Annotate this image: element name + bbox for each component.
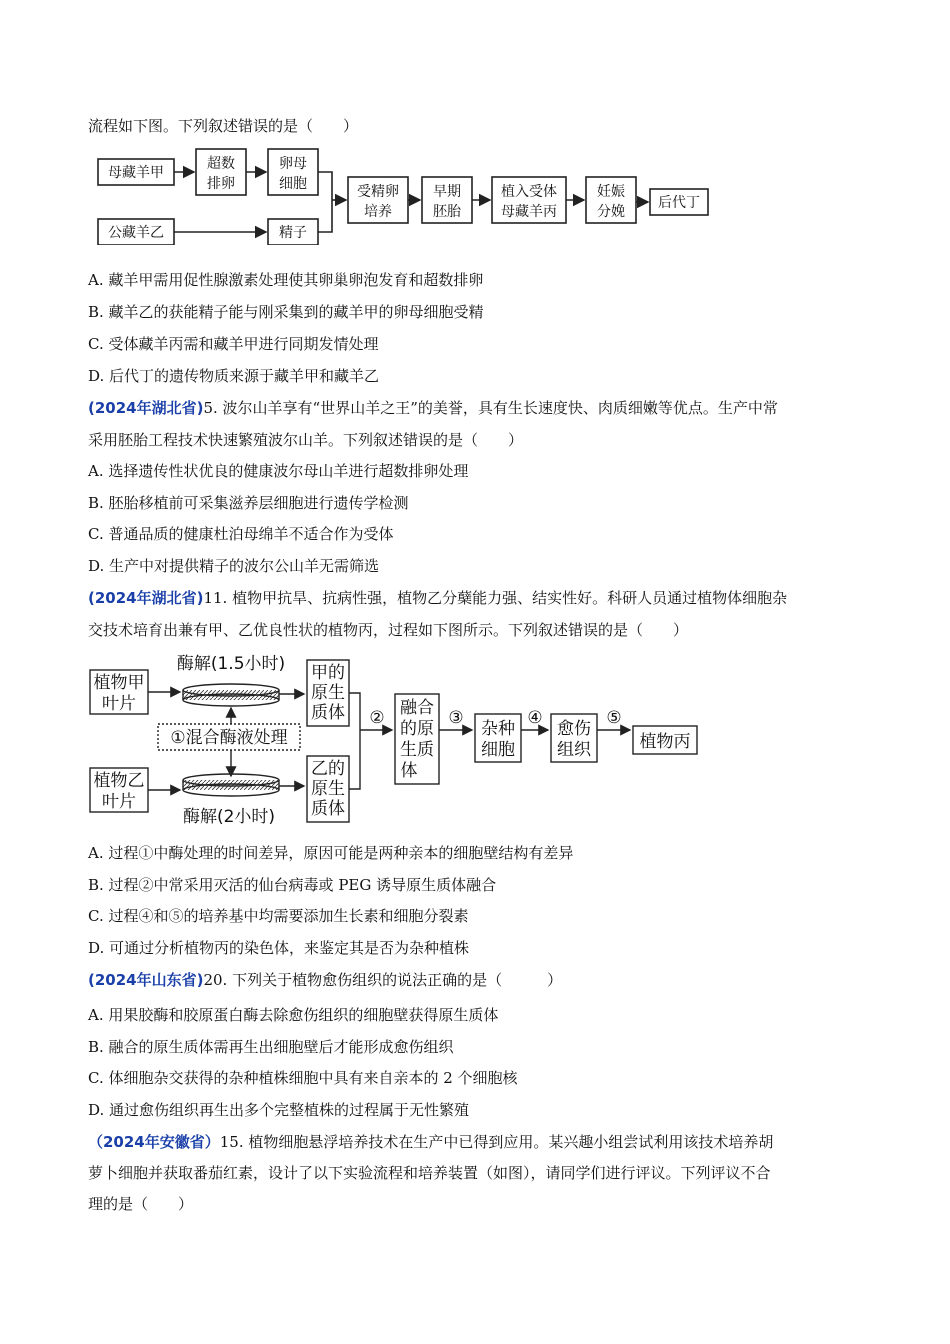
protoplast-a-label: 甲的 (311, 663, 345, 683)
option-a: A. 用果胶酶和胶原蛋白酶去除愈伤组织的细胞壁获得原生质体 (88, 1006, 499, 1024)
hybrid-cell-label: 细胞 (481, 740, 515, 760)
protoplast-b-label: 质体 (311, 799, 345, 819)
ewe-jia-label: 母藏羊甲 (108, 165, 164, 181)
source-tag: （2024年安徽省） (88, 1133, 220, 1151)
fused-protoplast-label: 生质 (400, 740, 434, 760)
embryo-flow-diagram (94, 145, 714, 245)
plant-a-leaf-label: 植物甲 (93, 673, 145, 693)
question-15-stem: 理的是（ ） (88, 1195, 194, 1213)
step-4-marker: ④ (527, 708, 543, 728)
plant-a-leaf-label: 叶片 (102, 694, 136, 714)
zygote-culture-label: 受精卵 (357, 184, 399, 200)
option-b: B. 融合的原生质体需再生出细胞壁后才能形成愈伤组织 (88, 1038, 454, 1056)
fused-protoplast-label: 体 (400, 761, 418, 781)
option-d: D. 生产中对提供精子的波尔公山羊无需筛选 (88, 557, 380, 575)
fused-protoplast-label: 融合 (400, 698, 434, 718)
plant-b-leaf-label: 植物乙 (93, 771, 145, 791)
option-d: D. 通过愈伤组织再生出多个完整植株的过程属于无性繁殖 (88, 1101, 470, 1119)
callus-label: 愈伤 (557, 719, 591, 739)
enzymolysis-a-label: 酶解(1.5小时) (176, 654, 286, 674)
pregnancy-label: 妊娠 (597, 184, 625, 200)
option-a: A. 藏羊甲需用促性腺激素处理使其卵巢卵泡发育和超数排卵 (88, 271, 484, 289)
step-2-marker: ② (369, 708, 385, 728)
superovulation-label: 超数 (207, 156, 235, 172)
option-d: D. 可通过分析植物丙的染色体，来鉴定其是否为杂种植株 (88, 939, 470, 957)
pregnancy-label: 分娩 (597, 204, 625, 220)
question-11-stem: (2024年湖北省)11. 植物甲抗旱、抗病性强，植物乙分蘖能力强、结实性好。科研人员通过植物体细胞杂 (88, 589, 788, 607)
option-c: C. 体细胞杂交获得的杂种植株细胞中具有来自亲本的 2 个细胞核 (88, 1069, 518, 1087)
question-11-stem: 交技术培育出兼有甲、乙优良性状的植物丙，过程如下图所示。下列叙述错误的是（ ） (88, 621, 689, 639)
protoplast-a-label: 质体 (311, 703, 345, 723)
question-5-stem: (2024年湖北省)5. 波尔山羊享有“世界山羊之王”的美誉，具有生长速度快、肉质细嫩等优点。生产中常 (88, 399, 778, 417)
offspring-label: 后代丁 (658, 195, 700, 211)
superovulation-label: 排卵 (207, 176, 235, 192)
mixed-enzyme-label: ①混合酶液处理 (170, 728, 288, 748)
option-a: A. 选择遗传性状优良的健康波尔母山羊进行超数排卵处理 (88, 462, 469, 480)
option-a: A. 过程①中酶处理的时间差异，原因可能是两种亲本的细胞壁结构有差异 (88, 844, 574, 862)
source-tag: (2024年山东省) (88, 971, 204, 989)
plant-b-leaf-label: 叶片 (102, 792, 136, 812)
question-15-stem: （2024年安徽省）15. 植物细胞悬浮培养技术在生产中已得到应用。某兴趣小组尝试利用该技术培养胡 (88, 1133, 774, 1151)
option-c: C. 普通品质的健康杜泊母绵羊不适合作为受体 (88, 525, 394, 543)
option-d: D. 后代丁的遗传物质来源于藏羊甲和藏羊乙 (88, 367, 380, 385)
question-5-stem: 采用胚胎工程技术快速繁殖波尔山羊。下列叙述错误的是（ ） (88, 431, 524, 449)
transfer-label: 植入受体 (501, 184, 557, 200)
oocyte-label: 细胞 (279, 176, 307, 192)
option-c: C. 过程④和⑤的培养基中均需要添加生长素和细胞分裂素 (88, 907, 469, 925)
zygote-culture-label: 培养 (364, 204, 392, 220)
step-3-marker: ③ (448, 708, 464, 728)
source-tag: (2024年湖北省) (88, 589, 204, 607)
protoplast-fusion-diagram (88, 650, 708, 830)
early-embryo-label: 胚胎 (433, 204, 461, 220)
enzymolysis-b-label: 酶解(2小时) (182, 807, 276, 827)
option-b: B. 过程②中常采用灭活的仙台病毒或 PEG 诱导原生质体融合 (88, 876, 497, 894)
early-embryo-label: 早期 (433, 184, 461, 200)
question-stem-line: 流程如下图。下列叙述错误的是（ ） (88, 117, 359, 135)
question-15-stem: 萝卜细胞并获取番茄红素，设计了以下实验流程和培养装置（如图），请同学们进行评议。下列评议不合 (88, 1164, 771, 1182)
protoplast-a-label: 原生 (311, 683, 345, 703)
option-b: B. 胚胎移植前可采集滋养层细胞进行遗传学检测 (88, 494, 409, 512)
sperm-label: 精子 (279, 225, 307, 241)
source-tag: (2024年湖北省) (88, 399, 204, 417)
transfer-label: 母藏羊丙 (501, 204, 557, 220)
option-b: B. 藏羊乙的获能精子能与刚采集到的藏羊甲的卵母细胞受精 (88, 303, 484, 321)
question-20-stem: (2024年山东省)20. 下列关于植物愈伤组织的说法正确的是（ ） (88, 971, 563, 989)
callus-label: 组织 (557, 740, 591, 760)
option-c: C. 受体藏羊丙需和藏羊甲进行同期发情处理 (88, 335, 379, 353)
oocyte-label: 卵母 (279, 156, 307, 172)
fused-protoplast-label: 的原 (400, 719, 434, 739)
hybrid-cell-label: 杂种 (481, 719, 515, 739)
protoplast-b-label: 乙的 (311, 759, 345, 779)
ram-yi-label: 公藏羊乙 (108, 225, 164, 241)
protoplast-b-label: 原生 (311, 779, 345, 799)
plant-c-label: 植物丙 (639, 732, 691, 752)
step-5-marker: ⑤ (606, 708, 622, 728)
